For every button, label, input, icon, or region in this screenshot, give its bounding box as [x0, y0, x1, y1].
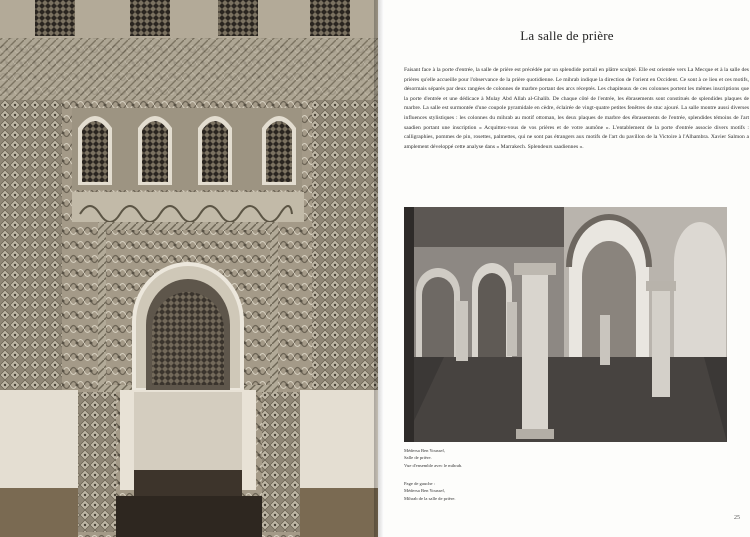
page-gutter — [374, 0, 384, 537]
right-page — [384, 0, 750, 537]
section-title: La salle de prière — [520, 28, 614, 43]
caption-right-photo: Médersa Ben Youssef, Salle de prière. Vue d'ensemble avec le mihrab. — [404, 448, 463, 468]
caption-left-page: Page de gauche : Médersa Ben Youssef, Mihrab de la salle de prière. — [404, 481, 456, 501]
body-paragraph: Faisant face à la porte d'entrée, la salle de prière est précédée par un splendide portail en plâtre sculpté. Elle est orientée vers La Mecque et à la salle des prières qu'elle accueille pour l'observance de la prière quotidienne. Le mihrab indique la direction de l'orient en Occident. Ce sont à ce lieu et ces motifs, désormais séparés par deux rangées de colonnes de marbre portant des arcs réceptés. Les chapiteaux de ces colonnes portent les mêmes inscriptions que la porte d'entrée et une dédicace à Mulay Abd Allah al-Ghalib. De chaque côté de l'entrée, les ébrasements sont constitués de splendides plaques de marbre. La salle est surmontée d'une coupole pyramidale en cèdre, éclairée de vingt-quatre petites fenêtres de stuc ajouré. La salle montre aussi diverses influences stylistiques : les colonnes du mihrab au motif ottoman, les deux plaques de marbre des ébrasements de l'entrée, splendides témoins de l'art saadien portant une inscription « Acquittez-vous de vos prières et de votre aumône ». L'entablement de la porte d'entrée associe divers motifs : calligraphies, pommes de pin, rosettes, palmettes, qui ne sont pas étrangers aux motifs de l'art du pavillon de la Victoire à l'Alhambra. Xavier Salmon a amplement développé cette analyse dans « Marrakech. Splendeurs saadiennes ». — [404, 67, 749, 150]
page-number: 25 — [734, 515, 740, 521]
prayer-hall-illustration — [404, 207, 727, 442]
prayer-hall-photo — [404, 207, 727, 442]
